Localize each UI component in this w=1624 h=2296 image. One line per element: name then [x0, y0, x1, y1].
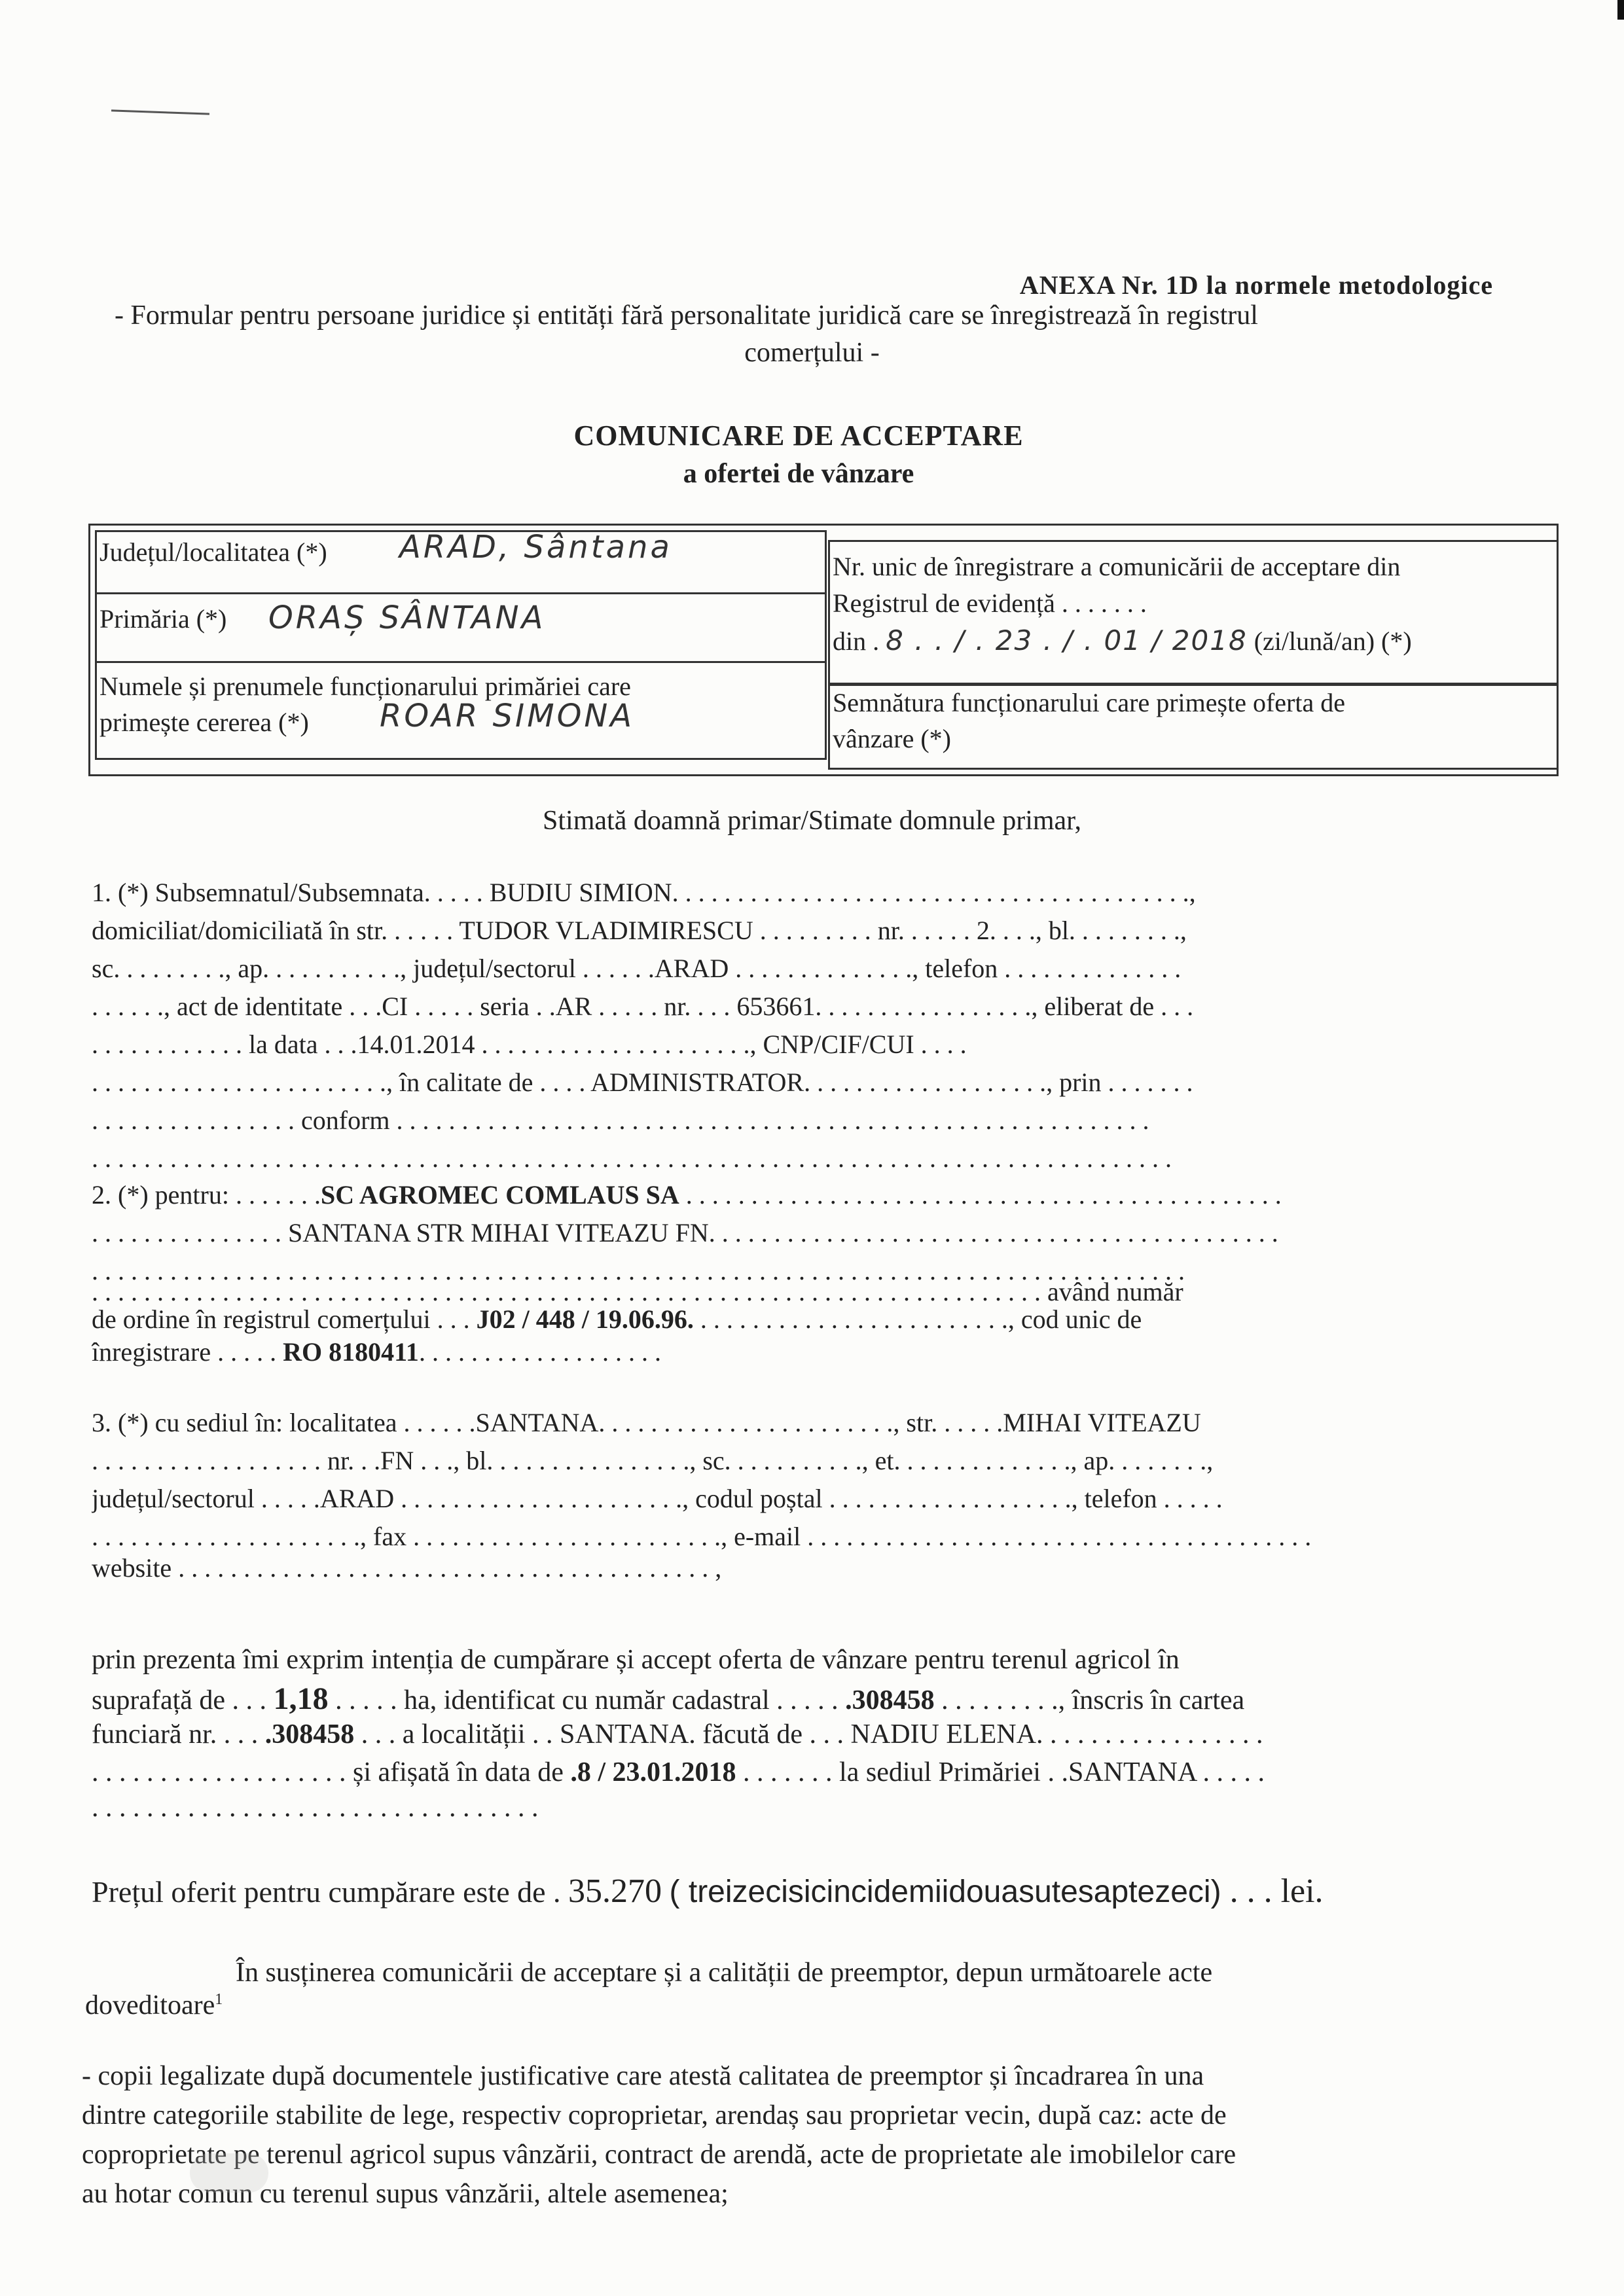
price-value: 35.270	[568, 1873, 662, 1910]
price-line	[92, 1872, 1479, 1918]
support-line1: În susținerea comunicării de acceptare și a calității de preemptor, depun următoarele acte	[236, 1958, 1213, 1988]
price-currency: . . . lei.	[1221, 1873, 1324, 1910]
area-value: 1,18	[273, 1681, 329, 1716]
section2-line6	[92, 1336, 1479, 1367]
cui-value: RO 8180411	[283, 1337, 419, 1367]
section1-line6: . . . . . . . . . . . . . . . . . . . . . . ., în calitate de . . . . ADMINISTRATOR. . . . . . . . . . . . . . . . . . ., prin . . . . . . .	[92, 1067, 1193, 1097]
footnote-mark: 1	[215, 1991, 223, 2008]
functionar-label-1: Numele și prenumele funcționarului primăriei care	[99, 672, 631, 701]
price-in-words: ( treizecisicincidemiidouasutesaptezeci)	[669, 1874, 1221, 1909]
docs-line1: - copii legalizate după documentele justificative care atestă calitatea de preemptor și încadrarea în una	[82, 2061, 1204, 2091]
registry-number: J02 / 448 / 19.06.96.	[476, 1304, 694, 1334]
section3-line3: județul/sectorul . . . . .ARAD . . . . . . . . . . . . . . . . . . . . . ., codul poștal . . . . . . . . . . . . . . . . . . ., telefon . . . . .	[92, 1484, 1223, 1513]
nr-unic-date-format: (zi/lună/an) (*)	[1254, 626, 1412, 656]
semnatura-line2: vânzare (*)	[833, 724, 951, 753]
judet-label: Județul/localitatea (*)	[99, 537, 327, 567]
intent-line3	[92, 1719, 1479, 1750]
salutation: Stimată doamnă primar/Stimate domnule primar,	[543, 806, 1081, 836]
scan-stain	[190, 2153, 268, 2193]
cui-label: înregistrare . . . . .	[92, 1337, 283, 1367]
section2-line4: . . . . . . . . . . . . . . . . . . . . . . . . . . . . . . . . . . . . . . . . . . . . . . . . . . . . . . . . . . . . . . . . . . . . . . . . . având număr	[92, 1277, 1183, 1306]
posted-date: .8 / 23.01.2018	[570, 1757, 736, 1787]
intent-line2	[92, 1681, 1479, 1717]
locality-seller: . . . a localității . . SANTANA. făcută de . . . NADIU ELENA. . . . . . . . . . . . . . . . .	[354, 1719, 1263, 1749]
section1-line4: . . . . . ., act de identitate . . .CI . . . . . seria . .AR . . . . . nr. . . . 653661. . . . . . . . . . . . . . . . ., eliberat de . . .	[92, 992, 1194, 1021]
cf-number: .308458	[264, 1719, 355, 1749]
scan-mark	[111, 109, 209, 115]
nr-unic-handwritten-date: 8 . . / . 23 . / . 01 / 2018	[886, 624, 1248, 656]
form-subtitle-line2: comerțului -	[744, 338, 880, 368]
company-name: SC AGROMEC COMLAUS SA	[320, 1180, 679, 1210]
intent-line4	[92, 1757, 1479, 1788]
section2-dots: . . . . . . . . . . . . . . . . . . . . . . . . . . . . . . . . . . . . . . . . . . . . . .	[679, 1180, 1282, 1210]
section2-label: 2. (*) pentru: . . . . . . .	[92, 1180, 321, 1210]
registry-label: de ordine în registrul comerțului . . .	[92, 1304, 477, 1334]
section1-line5: . . . . . . . . . . . . la data . . .14.01.2014 . . . . . . . . . . . . . . . . . . . . ., CNP/CIF/CUI . . . .	[92, 1030, 967, 1059]
nr-unic-line3	[833, 625, 1412, 657]
section1-line2: domiciliat/domiciliată în str. . . . . . TUDOR VLADIMIRESCU . . . . . . . . . nr. . . . . . 2. . . ., bl. . . . . . . . .,	[92, 916, 1187, 945]
section3-line5: website . . . . . . . . . . . . . . . . . . . . . . . . . . . . . . . . . . . . . . . . . ,	[92, 1553, 722, 1583]
area-label: suprafață de . . .	[92, 1685, 274, 1715]
docs-line2: dintre categoriile stabilite de lege, respectiv coproprietar, arendaș sau proprietar vecin, după caz: acte de	[82, 2100, 1227, 2130]
cf-prefix: funciară nr. . . .	[92, 1719, 265, 1749]
nr-unic-line2: Registrul de evidență . . . . . . .	[833, 588, 1147, 618]
section2-line5	[92, 1304, 1479, 1335]
cadastral-number: .308458	[845, 1685, 935, 1715]
primaria-handwritten-value: ORAȘ SÂNTANA	[268, 600, 546, 636]
section1-line3: sc. . . . . . . . ., ap. . . . . . . . . . ., județul/sectorul . . . . . .ARAD . . . . . . . . . . . . . ., telefon . . . . . . . . . . . . . .	[92, 954, 1182, 983]
document-subtitle: a ofertei de vânzare	[683, 459, 914, 489]
section1-line7: . . . . . . . . . . . . . . . . conform . . . . . . . . . . . . . . . . . . . . . . . . . . . . . . . . . . . . . . . . . . . . . . . . . . . . . . . . . .	[92, 1105, 1149, 1135]
docs-line4: au hotar comun cu terenul supus vânzării, altele asemenea;	[82, 2179, 729, 2209]
functionar-handwritten-value: ROAR SIMONA	[380, 698, 635, 734]
support-line2	[85, 1990, 1473, 2021]
table-row-divider-2	[95, 661, 825, 663]
nr-unic-line1: Nr. unic de înregistrare a comunicării de acceptare din	[833, 552, 1401, 581]
docs-line3: coproprietate pe terenul agricol supus vânzării, contract de arendă, acte de proprietate ale imobilelor care	[82, 2140, 1236, 2170]
section2-line1	[92, 1179, 1479, 1210]
intent-line5: . . . . . . . . . . . . . . . . . . . . . . . . . . . . . . . . .	[92, 1793, 539, 1823]
posted-label: . . . . . . . . . . . . . . . . . . . și afișată în data de	[92, 1757, 571, 1787]
table-row-divider-1	[95, 592, 825, 594]
annex-heading: ANEXA Nr. 1D la normele metodologice	[1019, 270, 1493, 300]
cf-label: . . . . . . . . ., înscris în cartea	[934, 1685, 1245, 1715]
cui-dots: . . . . . . . . . . . . . . . . . . .	[418, 1337, 661, 1367]
form-subtitle-line1: - Formular pentru persoane juridice și entități fără personalitate juridică care se înregistrează în registrul	[115, 300, 1258, 331]
intent-line1: prin prezenta îmi exprim intenția de cumpărare și accept oferta de vânzare pentru terenul agricol în	[92, 1645, 1180, 1675]
document-title: COMUNICARE DE ACCEPTARE	[573, 420, 1024, 452]
price-label: Prețul oferit pentru cumpărare este de .	[92, 1875, 569, 1909]
posted-location: . . . . . . . la sediul Primăriei . .SANTANA . . . . .	[736, 1757, 1265, 1787]
section3-line1: 3. (*) cu sediul în: localitatea . . . . . .SANTANA. . . . . . . . . . . . . . . . . . . . . . ., str. . . . . .MIHAI VITEAZU	[92, 1408, 1201, 1437]
scan-edge	[1617, 0, 1624, 20]
section1-line1: 1. (*) Subsemnatul/Subsemnata. . . . . BUDIU SIMION. . . . . . . . . . . . . . . . . . . . . . . . . . . . . . . . . . . . . . . .,	[92, 878, 1196, 907]
nr-unic-from: din .	[833, 626, 880, 656]
section2-line3: . . . . . . . . . . . . . . . . . . . . . . . . . . . . . . . . . . . . . . . . . . . . . . . . . . . . . . . . . . . . . . . . . . . . . . . . . . . . . . . . . . . .	[92, 1256, 1185, 1285]
section2-line2: . . . . . . . . . . . . . . . SANTANA STR MIHAI VITEAZU FN. . . . . . . . . . . . . . . . . . . . . . . . . . . . . . . . . . . . . . . . . . . .	[92, 1218, 1278, 1247]
section3-line4: . . . . . . . . . . . . . . . . . . . . ., fax . . . . . . . . . . . . . . . . . . . . . . . ., e-mail . . . . . . . . . . . . . . . . . . . . . . . . . . . . . . . . . . . . . . .	[92, 1522, 1312, 1551]
judet-handwritten-value: ARAD, Sântana	[399, 529, 672, 565]
support-doveditoare: doveditoare	[85, 1990, 215, 2020]
semnatura-line1: Semnătura funcționarului care primește oferta de	[833, 688, 1345, 717]
section1-line8: . . . . . . . . . . . . . . . . . . . . . . . . . . . . . . . . . . . . . . . . . . . . . . . . . . . . . . . . . . . . . . . . . . . . . . . . . . . . . . . . . . .	[92, 1143, 1172, 1173]
section3-line2: . . . . . . . . . . . . . . . . . . nr. . .FN . . ., bl. . . . . . . . . . . . . . . ., sc. . . . . . . . . . ., et. . . . . . . . . . . . . ., ap. . . . . . . .,	[92, 1446, 1214, 1475]
registry-suffix: . . . . . . . . . . . . . . . . . . . . . . . ., cod unic de	[693, 1304, 1142, 1334]
cadastral-label: . . . . . ha, identificat cu număr cadastral . . . . .	[328, 1685, 846, 1715]
primaria-label: Primăria (*)	[99, 604, 227, 634]
functionar-label-2: primește cererea (*)	[99, 708, 309, 737]
